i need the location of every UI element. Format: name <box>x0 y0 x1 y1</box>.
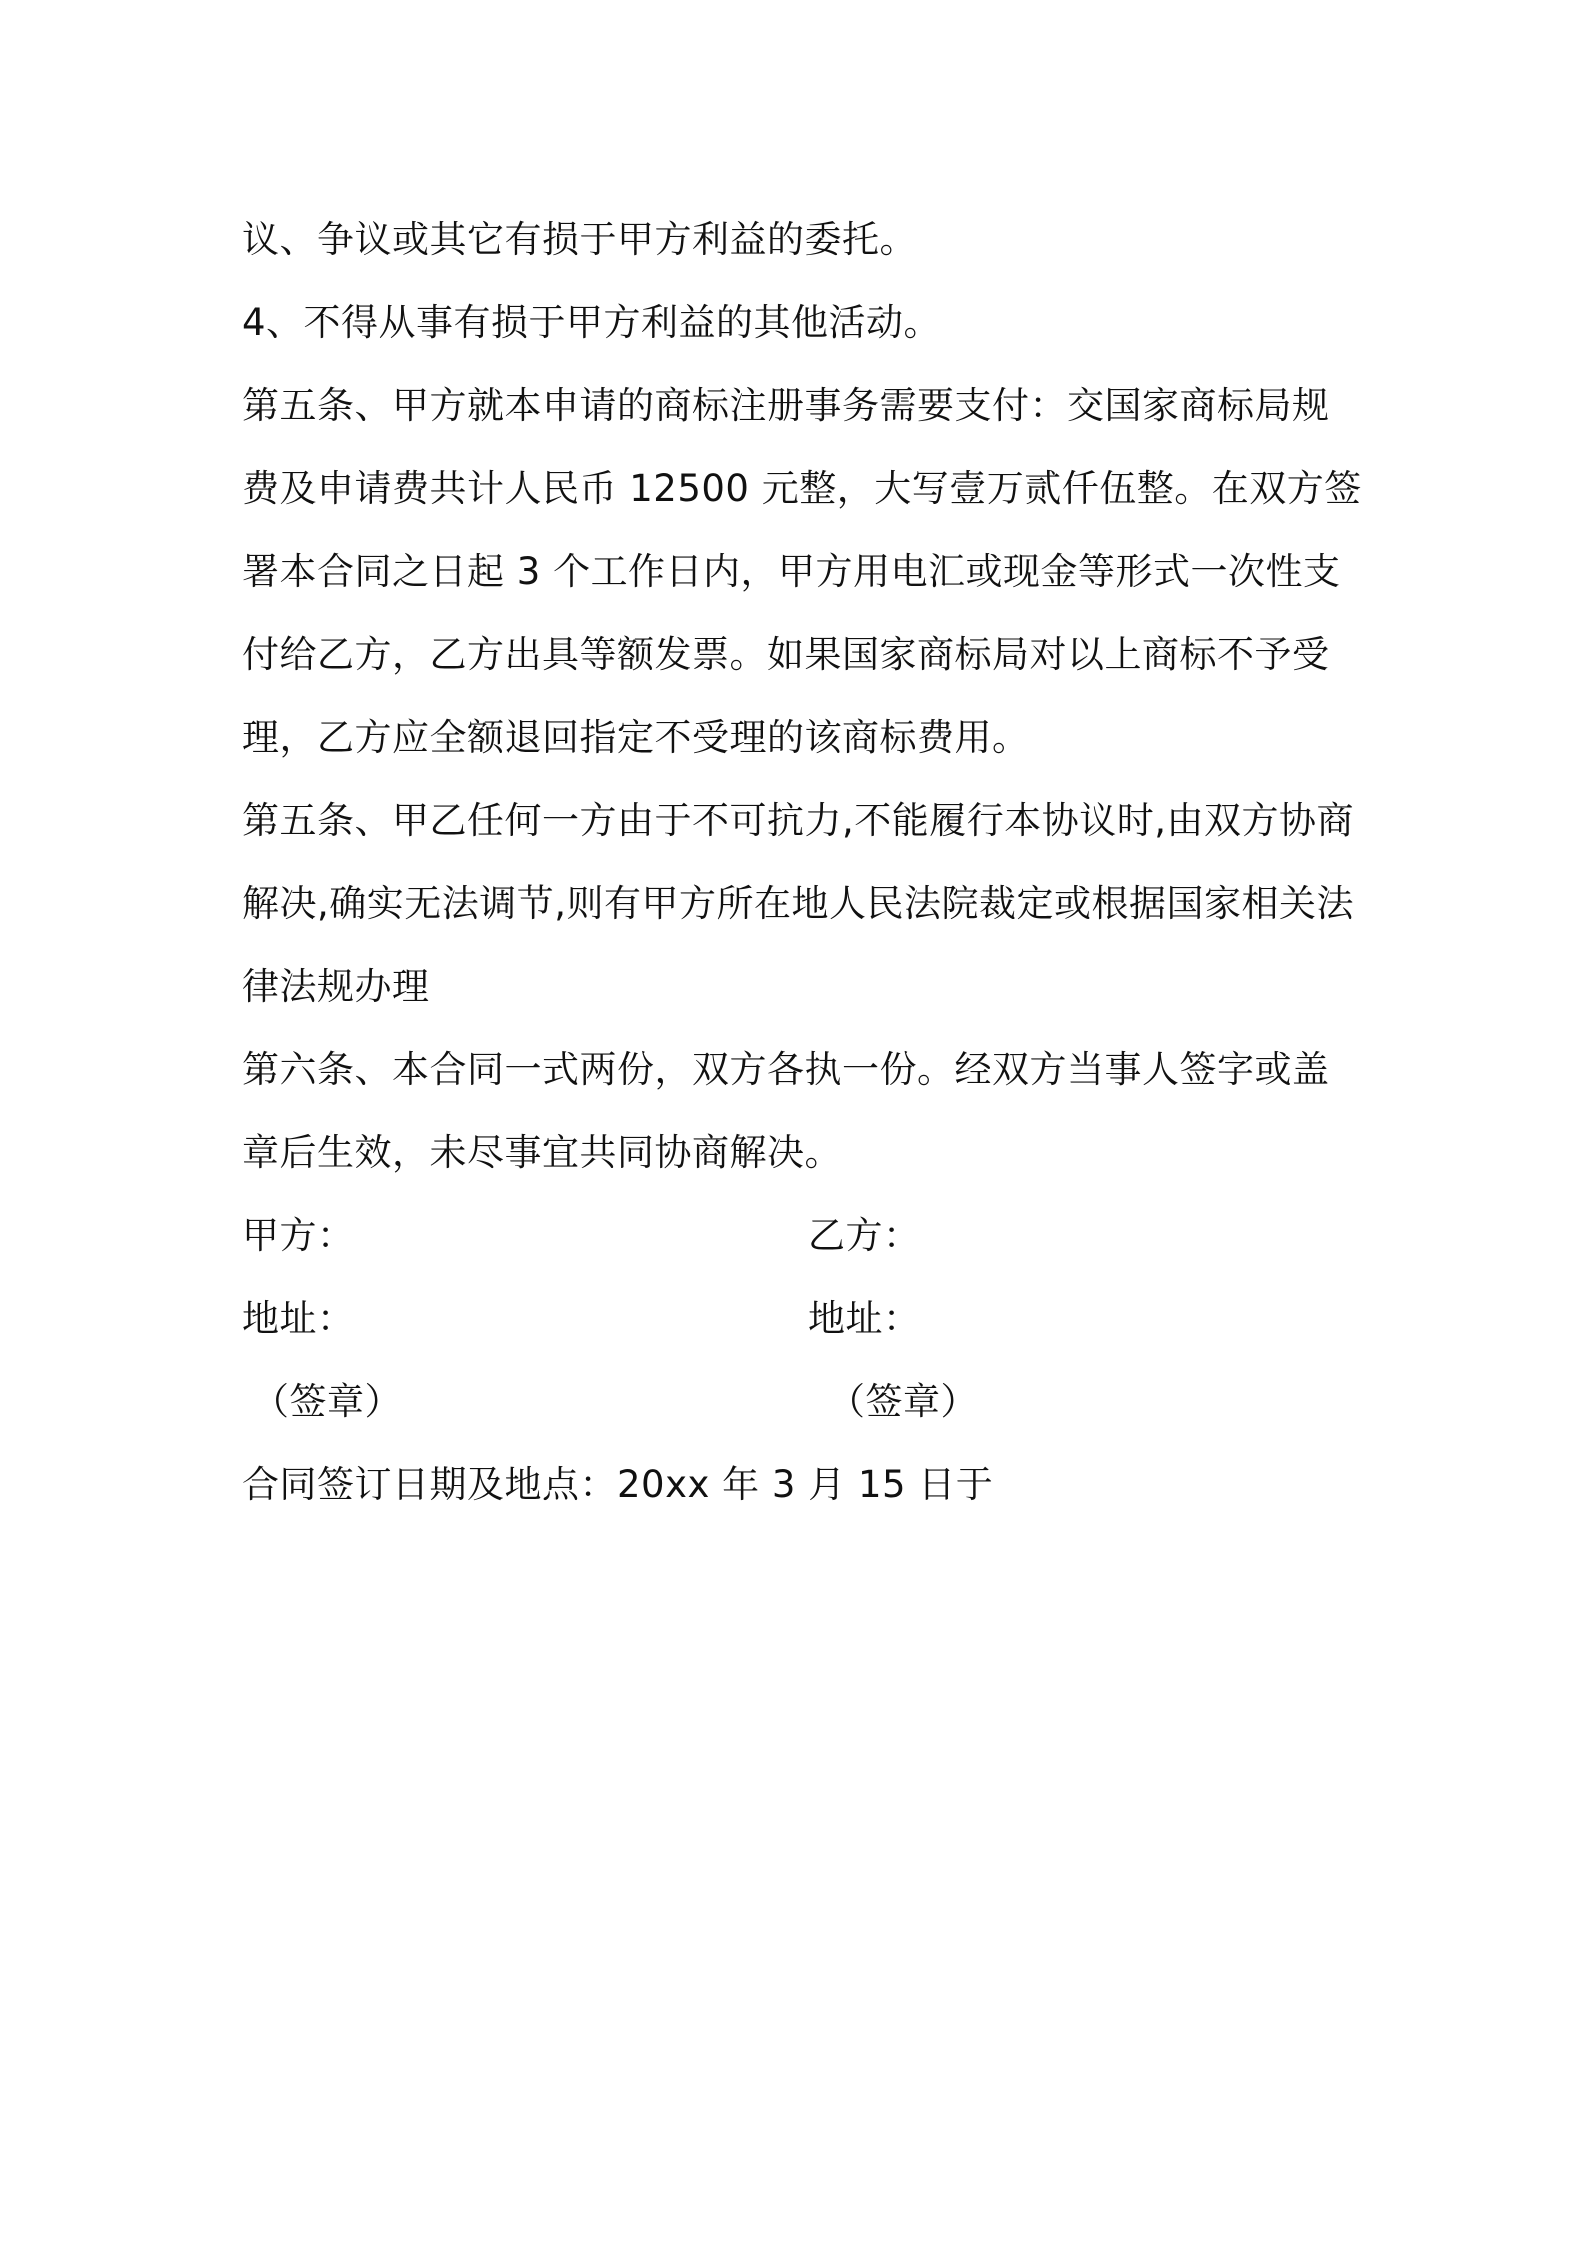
signature-row-stamp <box>242 1360 1362 1443</box>
paragraph-article-6: 第六条、本合同一式两份，双方各执一份。经双方当事人签字或盖章后生效，未尽事宜共同协商解决。 <box>242 1048 1330 1174</box>
contract-body <box>242 198 1362 1526</box>
address-a-label: 地址： <box>242 1297 355 1340</box>
paragraph-item-4: 4、不得从事有损于甲方利益的其他活动。 <box>242 301 942 344</box>
paragraph-article-5-force-majeure: 第五条、甲乙任何一方由于不可抗力,不能履行本协议时,由双方协商解决,确实无法调节,则有甲方所在地人民法院裁定或根据国家相关法律法规办理 <box>242 799 1355 1008</box>
signing-date-location: 合同签订日期及地点：20xx 年 3 月 15 日于 <box>242 1463 994 1506</box>
paragraph-clause-continuation: 议、争议或其它有损于甲方利益的委托。 <box>242 218 917 261</box>
party-b-label: 乙方： <box>808 1214 921 1257</box>
address-b-label: 地址： <box>808 1297 921 1340</box>
party-a-label: 甲方： <box>242 1214 355 1257</box>
stamp-a-label: （签章） <box>252 1380 402 1423</box>
stamp-b-label: （签章） <box>828 1380 978 1423</box>
signature-row-party <box>242 1194 1362 1277</box>
signature-row-address <box>242 1277 1362 1360</box>
paragraph-article-5-payment: 第五条、甲方就本申请的商标注册事务需要支付：交国家商标局规费及申请费共计人民币 12500 元整，大写壹万贰仟伍整。在双方签署本合同之日起 3 个工作日内，甲方用电汇或现金等形式一次性支付给乙方，乙方出具等额发票。如果国家商标局对以上商标不予受理，乙方应全额退回指定不受理的该商标费用。 <box>242 384 1362 759</box>
